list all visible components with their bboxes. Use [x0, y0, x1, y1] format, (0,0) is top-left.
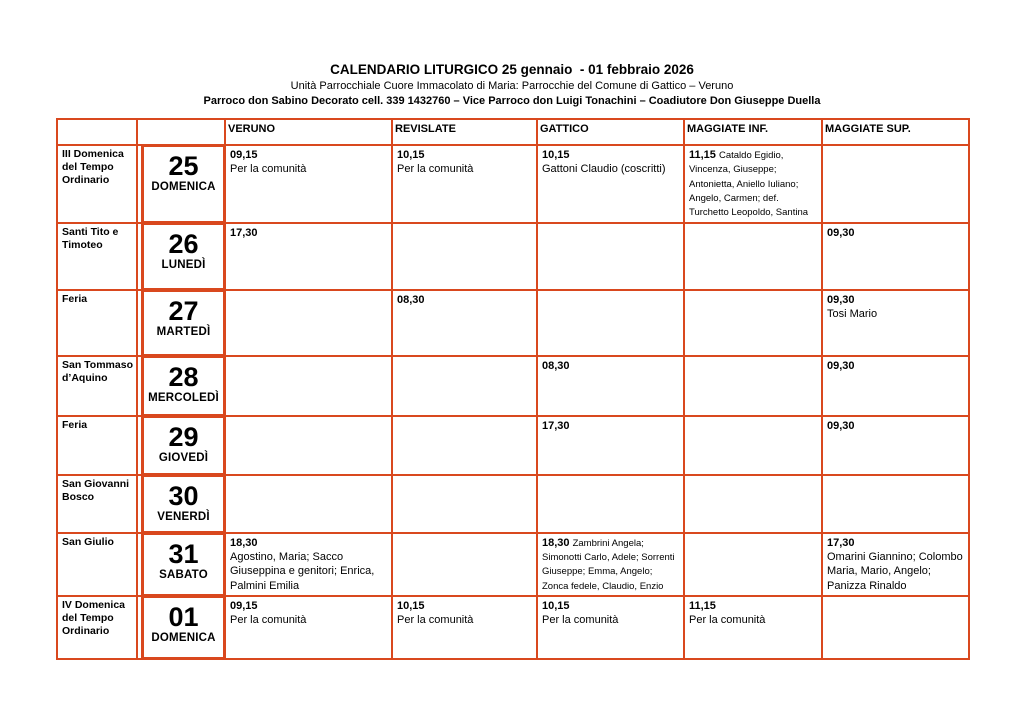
mass-time: 17,30 [542, 419, 570, 432]
day-number: 29 [168, 421, 199, 452]
mass-cell [822, 533, 969, 596]
mass-intentions: Cataldo Egidio, Vincenza, Giuseppe; Antonietta, Aniello Iuliano; Angelo, Carmen; def. Turchetto Leopoldo, Santina [689, 150, 809, 219]
mass-entry [542, 536, 679, 593]
table-row [57, 475, 969, 533]
page-subtitle: Unità Parrocchiale Cuore Immacolato di Maria: Parrocchie del Comune di Gattico – Veruno [290, 80, 734, 92]
column-header-maggiate-inf: MAGGIATE INF. [684, 119, 822, 145]
day-number: 28 [168, 361, 199, 392]
day-cell [137, 475, 225, 533]
mass-cell [392, 356, 537, 416]
feast-name: San Giulio [57, 533, 137, 596]
mass-time: 17,30 [827, 536, 855, 549]
mass-intentions: Gattoni Claudio (coscritti) [542, 163, 666, 176]
weekday-label: DOMENICA [151, 181, 216, 194]
mass-time: 11,15 [689, 600, 716, 613]
day-box [141, 416, 225, 475]
mass-cell [537, 223, 684, 290]
mass-cell [225, 475, 392, 533]
mass-time: 09,15 [230, 149, 258, 161]
mass-cell [392, 533, 537, 596]
day-cell [137, 223, 225, 290]
feast-name: Santi Tito e Timoteo [57, 223, 137, 290]
feast-name: III Domenica del Tempo Ordinario [57, 145, 137, 223]
mass-cell [822, 356, 969, 416]
liturgical-calendar-table [56, 118, 970, 660]
mass-cell [684, 596, 822, 659]
column-header-row [57, 119, 969, 145]
mass-cell [822, 145, 969, 223]
feast-name: San Giovanni Bosco [57, 475, 137, 533]
day-cell [137, 416, 225, 475]
mass-cell [537, 356, 684, 416]
day-number: 01 [168, 602, 199, 633]
table-row [57, 223, 969, 290]
mass-time: 09,30 [827, 226, 855, 239]
mass-cell [392, 416, 537, 475]
day-cell [137, 533, 225, 596]
mass-intentions: Tosi Mario [827, 308, 878, 321]
mass-cell [392, 290, 537, 356]
weekday-label: SABATO [159, 569, 208, 582]
table-row [57, 290, 969, 356]
mass-time: 08,30 [397, 293, 425, 306]
feast-name: IV Domenica del Tempo Ordinario [57, 596, 137, 659]
mass-time: 09,30 [827, 419, 855, 432]
column-header-revislate: REVISLATE [392, 119, 537, 145]
mass-cell [225, 416, 392, 475]
mass-cell [822, 223, 969, 290]
table-row [57, 356, 969, 416]
column-header-veruno: VERUNO [225, 119, 392, 145]
table-row [57, 533, 969, 596]
mass-cell [822, 290, 969, 356]
mass-cell [684, 416, 822, 475]
blank-header-day [137, 119, 225, 145]
mass-cell [684, 145, 822, 223]
mass-intentions: Per la comunità [230, 614, 307, 627]
day-box [141, 356, 225, 416]
mass-cell [225, 223, 392, 290]
mass-cell [684, 356, 822, 416]
mass-time: 10,15 [542, 149, 570, 161]
mass-time: 09,30 [827, 359, 855, 372]
mass-intentions: Per la comunità [542, 614, 619, 627]
mass-cell [684, 223, 822, 290]
day-box [141, 145, 225, 223]
mass-time: 10,15 [397, 600, 425, 613]
mass-cell [225, 596, 392, 659]
mass-cell [684, 475, 822, 533]
table-row [57, 416, 969, 475]
mass-cell [822, 416, 969, 475]
day-number: 26 [168, 228, 199, 259]
weekday-label: GIOVEDÌ [158, 452, 209, 465]
mass-time: 18,30 [230, 536, 258, 549]
mass-cell [537, 416, 684, 475]
mass-cell [822, 596, 969, 659]
mass-intentions: Per la comunità [397, 163, 474, 176]
day-number: 27 [168, 295, 199, 326]
day-cell [137, 145, 225, 223]
mass-time: 17,30 [230, 226, 258, 239]
document-header [0, 62, 1024, 107]
mass-cell [537, 596, 684, 659]
mass-cell [225, 290, 392, 356]
day-cell [137, 596, 225, 659]
mass-intentions: Omarini Giannino; Colombo Maria, Mario, Angelo; Panizza Rinaldo [827, 551, 963, 592]
day-box [141, 223, 225, 290]
mass-cell [392, 475, 537, 533]
day-box [141, 290, 225, 356]
column-header-gattico: GATTICO [537, 119, 684, 145]
column-header-maggiate-sup: MAGGIATE SUP. [822, 119, 969, 145]
page-title: CALENDARIO LITURGICO 25 gennaio - 01 febbraio 2026 [330, 62, 694, 77]
mass-entry [689, 148, 817, 220]
mass-time: 08,30 [542, 359, 570, 372]
mass-intentions: Per la comunità [397, 614, 474, 627]
day-box [141, 596, 225, 659]
mass-cell [392, 596, 537, 659]
mass-cell [392, 145, 537, 223]
feast-name: Feria [57, 290, 137, 356]
mass-time: 10,15 [542, 600, 570, 613]
mass-intentions: Agostino, Maria; Sacco Giuseppina e genitori; Enrica, Palmini Emilia [230, 551, 375, 592]
mass-cell [537, 475, 684, 533]
mass-cell [684, 533, 822, 596]
weekday-label: LUNEDÌ [161, 259, 206, 272]
contacts-line: Parroco don Sabino Decorato cell. 339 1432760 – Vice Parroco don Luigi Tonachini – Coadiutore Don Giuseppe Duella [203, 95, 821, 107]
mass-intentions: Per la comunità [689, 614, 766, 627]
mass-cell [537, 533, 684, 596]
day-cell [137, 356, 225, 416]
table-row [57, 145, 969, 223]
mass-cell [684, 290, 822, 356]
mass-intentions: Per la comunità [230, 163, 307, 176]
mass-cell [537, 290, 684, 356]
mass-cell [537, 145, 684, 223]
weekday-label: MERCOLEDÌ [148, 392, 219, 405]
day-box [141, 533, 225, 596]
mass-time: 18,30 [542, 536, 570, 549]
mass-cell [225, 145, 392, 223]
table-row [57, 596, 969, 659]
mass-cell [822, 475, 969, 533]
mass-time: 10,15 [397, 149, 425, 161]
mass-cell [392, 223, 537, 290]
day-box [141, 475, 225, 533]
feast-name: San Tommaso d’Aquino [57, 356, 137, 416]
mass-time: 11,15 [689, 149, 716, 161]
weekday-label: VENERDÌ [157, 511, 210, 524]
mass-time: 09,30 [827, 293, 855, 306]
weekday-label: MARTEDÌ [156, 326, 211, 339]
mass-time: 09,15 [230, 600, 258, 613]
day-number: 25 [168, 151, 199, 181]
feast-name: Feria [57, 416, 137, 475]
blank-header-feast [57, 119, 137, 145]
weekday-label: DOMENICA [151, 632, 216, 645]
mass-intentions: Zambrini Angela; Simonotti Carlo, Adele; Sorrenti Giuseppe; Emma, Angelo; Zonca fedele, Claudio, Enzio [542, 537, 675, 592]
day-number: 31 [168, 538, 199, 569]
mass-cell [225, 533, 392, 596]
mass-cell [225, 356, 392, 416]
day-cell [137, 290, 225, 356]
day-number: 30 [168, 480, 199, 511]
